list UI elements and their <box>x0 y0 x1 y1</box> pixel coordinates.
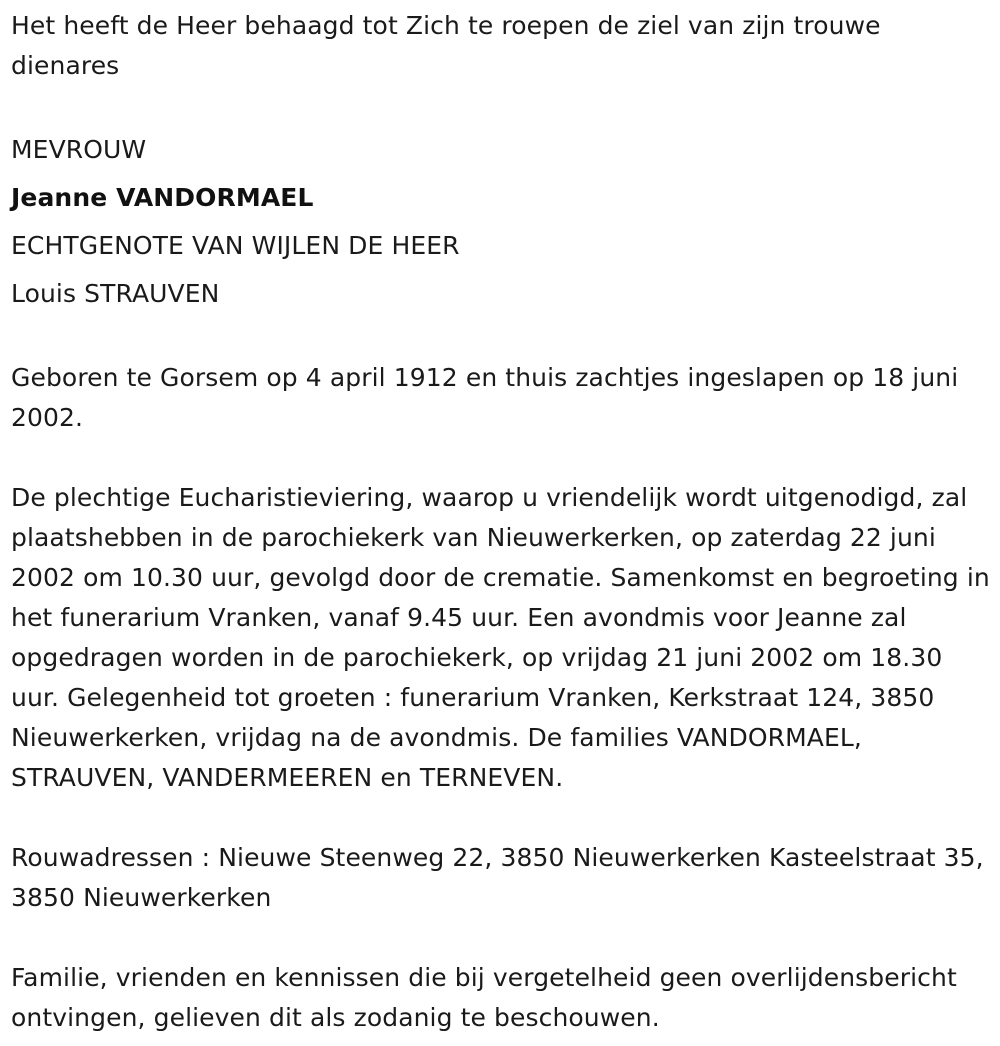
spacer <box>11 918 991 958</box>
ceremony-text: De plechtige Eucharistieviering, waarop u vriendelijk wordt uitgenodigd, zal plaatshebben in de parochiekerk van Nieuwerkerken, op zaterdag 22 juni 2002 om 10.30 uur, gevolgd door de crematie. Samenkomst en begroeting in het funerarium Vranken, vanaf 9.45 uur. Een avondmis voor Jeanne zal opgedragen worden in de parochiekerk, op vrijdag 21 juni 2002 om 18.30 uur. Gelegenheid tot groeten : funerarium Vranken, Kerkstraat 124, 3850 Nieuwerkerken, vrijdag na de avondmis. De families VANDORMAEL, STRAUVEN, VANDERMEEREN en TERNEVEN. <box>11 483 990 792</box>
title-prefix: MEVROUW <box>11 135 147 164</box>
spouse-name: Louis STRAUVEN <box>11 279 220 308</box>
spacer <box>11 86 991 126</box>
deceased-name: Jeanne VANDORMAEL <box>11 183 314 212</box>
spacer <box>11 438 991 478</box>
closing-text: Familie, vrienden en kennissen die bij vergetelheid geen overlijdensbericht ontvingen, gelieven dit als zodanig te beschouwen. <box>11 963 957 1032</box>
birth-death-text: Geboren te Gorsem op 4 april 1912 en thuis zachtjes ingeslapen op 18 juni 2002. <box>11 363 959 432</box>
death-notice <box>11 6 991 1038</box>
mourning-addresses: Rouwadressen : Nieuwe Steenweg 22, 3850 Nieuwerkerken Kasteelstraat 35, 3850 Nieuwerkerken <box>11 843 984 912</box>
intro-text: Het heeft de Heer behaagd tot Zich te roepen de ziel van zijn trouwe dienares <box>11 11 881 80</box>
spouse-line: ECHTGENOTE VAN WIJLEN DE HEER <box>11 231 460 260</box>
spacer <box>11 798 991 838</box>
spacer <box>11 318 991 358</box>
